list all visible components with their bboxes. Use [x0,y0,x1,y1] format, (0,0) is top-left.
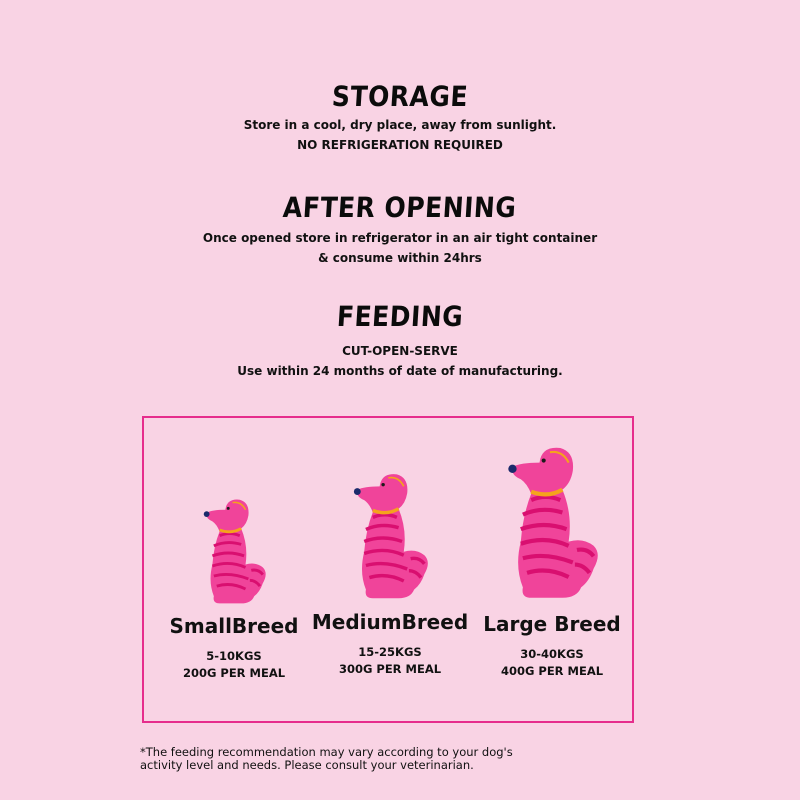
breed-medium-weight: 15-25KGS [358,645,422,659]
after-opening-line-1: Once opened store in refrigerator in an air tight container [202,231,598,245]
storage-line-2: NO REFRIGERATION REQUIRED [297,138,503,152]
breed-small-weight: 5-10KGS [206,649,262,663]
feeding-line-2: Use within 24 months of date of manufacturing. [237,364,563,378]
feeding-section [0,302,800,381]
breed-large [472,440,632,680]
breed-small-title: SmallBreed [169,614,299,638]
breed-medium-info [310,644,470,678]
after-opening-section [0,193,800,268]
storage-heading: STORAGE [330,80,470,113]
large-dog-illustration [500,440,604,610]
feeding-line-1: CUT-OPEN-SERVE [342,344,458,358]
after-opening-heading: AFTER OPENING [282,191,518,224]
breed-large-title: Large Breed [483,612,621,636]
small-dog-illustration [198,494,270,612]
breed-medium [310,468,470,678]
breed-large-portion: 400G PER MEAL [500,664,604,678]
storage-section [0,82,800,155]
after-opening-line-2: & consume within 24hrs [318,251,482,265]
feeding-guide-panel [142,416,634,723]
breed-small-info [154,648,314,682]
storage-line-1: Store in a cool, dry place, away from sunlight. [243,118,557,132]
breed-small-portion: 200G PER MEAL [182,666,286,680]
breed-medium-title: MediumBreed [311,610,469,634]
feeding-disclaimer [140,746,660,772]
disclaimer-line-2: activity level and needs. Please consult your veterinarian. [140,758,474,772]
medium-dog-illustration [347,468,433,608]
breed-large-weight: 30-40KGS [520,647,584,661]
breed-large-info [472,646,632,680]
disclaimer-line-1: *The feeding recommendation may vary according to your dog's [140,745,513,759]
feeding-heading: FEEDING [335,300,465,333]
breed-small [154,494,314,682]
breed-medium-portion: 300G PER MEAL [338,662,442,676]
